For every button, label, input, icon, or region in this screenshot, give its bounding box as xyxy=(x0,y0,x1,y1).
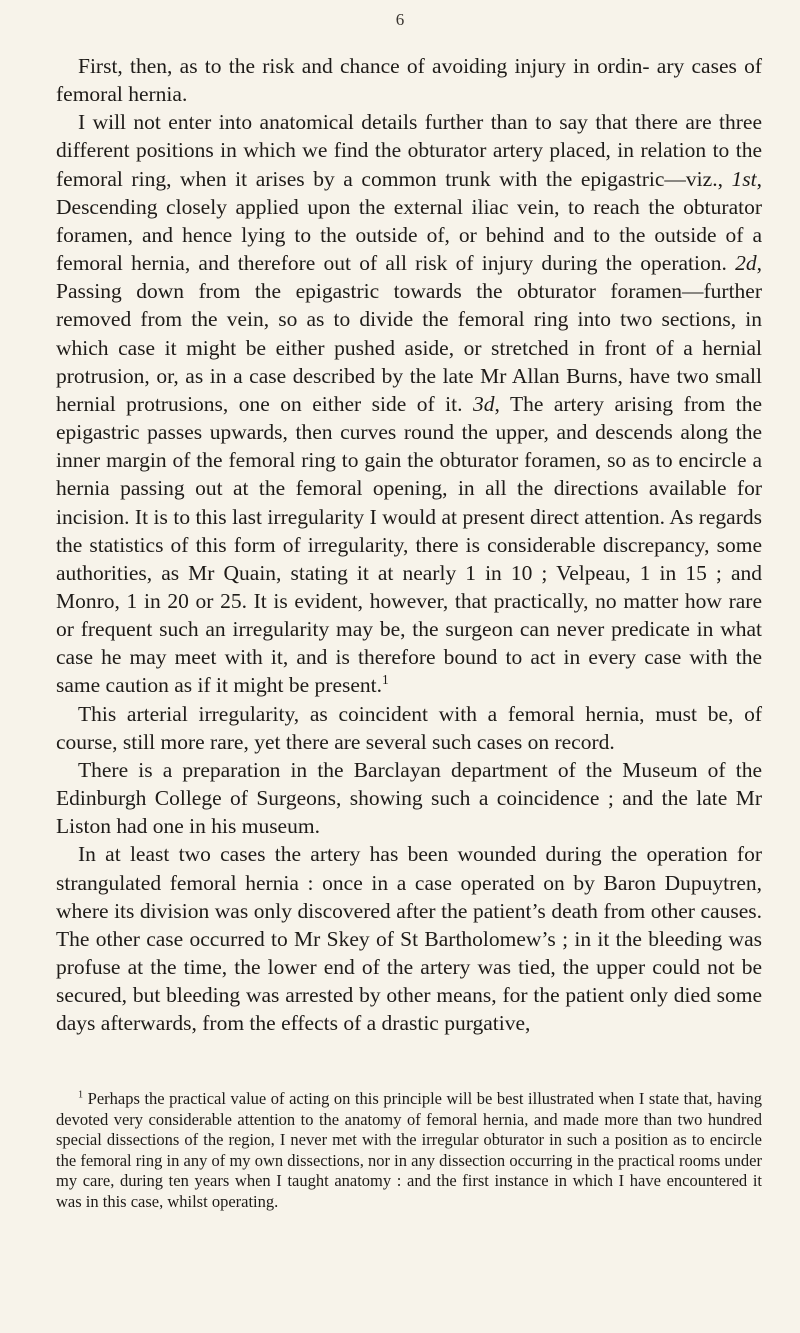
paragraph-4 xyxy=(56,756,762,840)
text-run: , Passing down from the epigastric towards the obturator foramen—further removed from the vein, so as to divide the femoral ring into two sections, in which case it might be either pushed aside, or stretched in front of a hernial protrusion, or, as in a case described by the late Mr Allan Burns, have two small hernial protrusions, one on either side of it. xyxy=(56,251,762,416)
footnote-marker: 1 xyxy=(78,1089,84,1101)
paragraph-2 xyxy=(56,108,762,699)
italic-ordinal: 3d xyxy=(472,391,495,416)
page-number: 6 xyxy=(395,10,405,29)
paragraph-3 xyxy=(56,700,762,756)
footnote-marker: 1 xyxy=(382,672,389,688)
paragraph-1 xyxy=(56,52,762,108)
text-run: In at least two cases the artery has been wounded during the operation for strangulated femoral hernia : once in a case operated on by Baron Dupuytren, where its division was only discovered after the patient’s death from other causes. The other case occurred to Mr Skey of St Bartholomew’s ; in it the bleeding was profuse at the time, the lower end of the artery was tied, the upper could not be secured, but bleeding was arrested by other means, for the patient only died some days afterwards, from the effects of a drastic purgative, xyxy=(56,842,762,1036)
text-run: , Descending closely applied upon the external iliac vein, to reach the obturator foramen, and hence lying to the outside of, or behind and to the outside of a femoral hernia, and therefore out of all risk of injury during the operation. xyxy=(56,166,762,276)
italic-ordinal: 1st xyxy=(731,166,757,191)
footnote-1 xyxy=(56,1089,762,1213)
italic-ordinal: 2d xyxy=(735,251,757,276)
text-run: There is a preparation in the Barclayan department of the Museum of the Edinburgh College of Surgeons, showing such a coincidence ; and the late Mr Liston had one in his museum. xyxy=(56,757,762,839)
text-run: This arterial irregularity, as coincident with a femoral hernia, must be, of course, still more rare, yet there are several such cases on record. xyxy=(56,701,762,754)
text-run: First, then, as to the risk and chance of avoiding injury in ordin- ary cases of femoral hernia. xyxy=(56,54,762,107)
text-run: , The artery arising from the epigastric passes upwards, then curves round the upper, and descends along the inner margin of the femoral ring to gain the obturator foramen, so as to encircle a hernia passing out at the femoral opening, in all the directions available for incision. It is to this last irregularity I would at present direct attention. As regards the statistics of this form of irregularity, there is considerable discrepancy, some authorities, as Mr Quain, stating it at nearly 1 in 10 ; Velpeau, 1 in 15 ; and Monro, 1 in 20 or 25. It is evident, however, that practically, no matter how rare or frequent such an irregularity may be, the surgeon can never predicate in what case he may meet with it, and is therefore bound to act in every case with the same caution as if it might be present. xyxy=(56,391,762,698)
paragraph-5 xyxy=(56,840,762,1037)
text-run: I will not enter into anatomical details further than to say that there are three different positions in which we find the obturator artery placed, in relation to the femoral ring, when it arises by a common trunk with the epigastric—viz., xyxy=(56,110,762,191)
body-text xyxy=(56,52,762,1037)
footnotes xyxy=(56,1089,762,1213)
text-run: Perhaps the practical value of acting on this principle will be best illustrated when I state that, having devoted very considerable attention to the anatomy of femoral hernia, and made more than two hundred special dissections of the region, I never met with the irregular obturator in such a position as to encircle the femoral ring in any of my own dissections, nor in any dissection occurring in the practical rooms under my care, during ten years when I taught anatomy : and the first instance in which I have encountered it was in this case, whilst operating. xyxy=(56,1089,762,1211)
